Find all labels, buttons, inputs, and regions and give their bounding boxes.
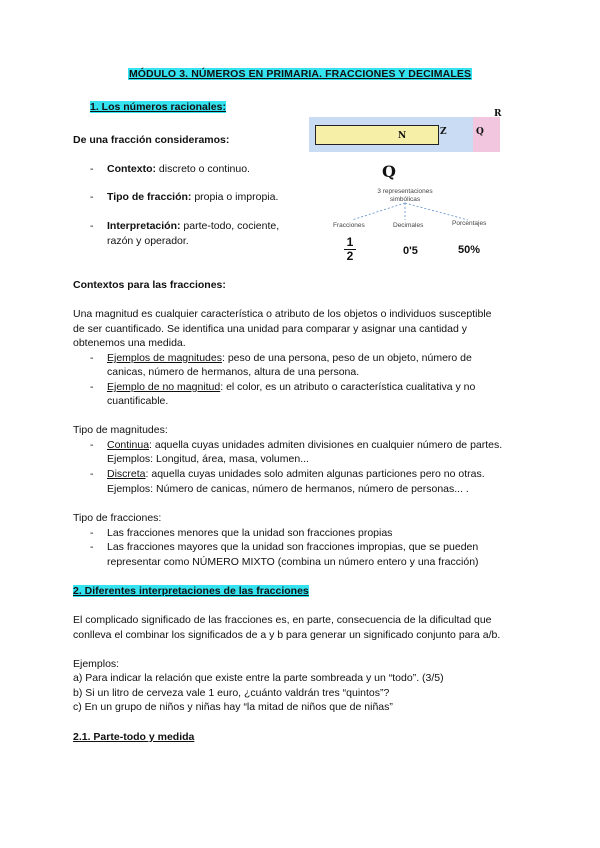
section-2-heading: 2. Diferentes interpretaciones de las fracciones xyxy=(73,585,309,597)
list-item-continuation: Ejemplos: Longitud, área, masa, volumen... xyxy=(107,453,309,465)
list-item: Discreta: aquella cuyas unidades solo admiten algunas particiones pero no otras. xyxy=(107,468,485,480)
bullet-dash: - xyxy=(90,352,94,364)
paragraph-line: conlleva el combinar los significados de a y b para generar un significado conjunto para a/b. xyxy=(73,629,501,641)
list-item-continuation: canicas, número de hermanos, altura de una persona. xyxy=(107,366,360,378)
list-item: Tipo de fracción: propia o impropia. xyxy=(107,191,279,203)
example-a: a) Para indicar la relación que existe entre la parte sombreada y un “todo”. (3/5) xyxy=(73,672,444,684)
list-item: Ejemplos de magnitudes: peso de una persona, peso de un objeto, número de xyxy=(107,352,472,364)
section-1-intro: De una fracción consideramos: xyxy=(73,134,230,146)
rep-caption: 3 representaciones simbólicas xyxy=(377,188,433,203)
percent-example: 50% xyxy=(458,244,481,256)
list-item: Ejemplo de no magnitud: el color, es un atributo o característica cualitativa y no xyxy=(107,381,476,393)
decimal-example: 0'5 xyxy=(403,245,418,257)
list-item: Las fracciones mayores que la unidad son fracciones impropias, que se pueden xyxy=(107,541,479,553)
list-item: Interpretación: parte-todo, cociente, xyxy=(107,220,280,232)
page-title: MÓDULO 3. NÚMEROS EN PRIMARIA. FRACCIONES Y DECIMALES xyxy=(128,68,472,80)
list-item-continuation: cuantificable. xyxy=(107,395,169,407)
paragraph-line: de ser cuantificado. Se identifica una unidad para comparar y asignar una cantidad y xyxy=(73,323,467,335)
label-z: Z xyxy=(440,127,447,137)
label-n: N xyxy=(398,131,407,141)
bullet-dash: - xyxy=(90,191,94,203)
set-n-region xyxy=(315,125,439,145)
bullet-dash: - xyxy=(90,468,94,480)
paragraph-line: Una magnitud es cualquier característica o atributo de los objetos o individuos susceptible xyxy=(73,308,492,320)
examples-heading: Ejemplos: xyxy=(73,658,120,670)
type-porcentajes: Porcentajes xyxy=(452,220,487,227)
list-item-continuation: representar como NÚMERO MIXTO (combina un número entero y una fracción) xyxy=(107,556,479,568)
list-item: Las fracciones menores que la unidad son fracciones propias xyxy=(107,527,393,539)
label-r: R xyxy=(494,109,502,119)
label-q: Q xyxy=(476,127,484,137)
example-b: b) Si un litro de cerveza vale 1 euro, ¿cuánto valdrán tres “quintos”? xyxy=(73,687,390,699)
bullet-dash: - xyxy=(90,220,94,232)
list-item-continuation: Ejemplos: Número de canicas, número de hermanos, número de personas... . xyxy=(107,483,469,495)
fraction-example: 1 2 xyxy=(344,236,356,263)
bullet-dash: - xyxy=(90,439,94,451)
type-fracciones: Fracciones xyxy=(333,222,365,229)
list-item-continuation: razón y operador. xyxy=(107,235,189,247)
rational-symbol: Q xyxy=(382,162,396,181)
bullet-dash: - xyxy=(90,541,94,553)
list-item: Contexto: discreto o continuo. xyxy=(107,163,250,175)
section-2-1-heading: 2.1. Parte-todo y medida xyxy=(73,731,195,743)
magnitudes-heading: Tipo de magnitudes: xyxy=(73,424,168,436)
paragraph-line: obtenemos una medida. xyxy=(73,337,186,349)
bullet-dash: - xyxy=(90,163,94,175)
example-c: c) En un grupo de niños y niñas hay “la mitad de niños que de niñas” xyxy=(73,701,393,713)
list-item: Continua: aquella cuyas unidades admiten divisiones en cualquier número de partes. xyxy=(107,439,503,451)
bullet-dash: - xyxy=(90,381,94,393)
type-decimales: Decimales xyxy=(393,222,424,229)
bullet-dash: - xyxy=(90,527,94,539)
contexts-heading: Contextos para las fracciones: xyxy=(73,279,226,291)
fractions-heading: Tipo de fracciones: xyxy=(73,512,162,524)
paragraph-line: El complicado significado de las fracciones es, en parte, consecuencia de la dificultad que xyxy=(73,614,492,626)
section-1-heading: 1. Los números racionales: xyxy=(90,101,226,113)
